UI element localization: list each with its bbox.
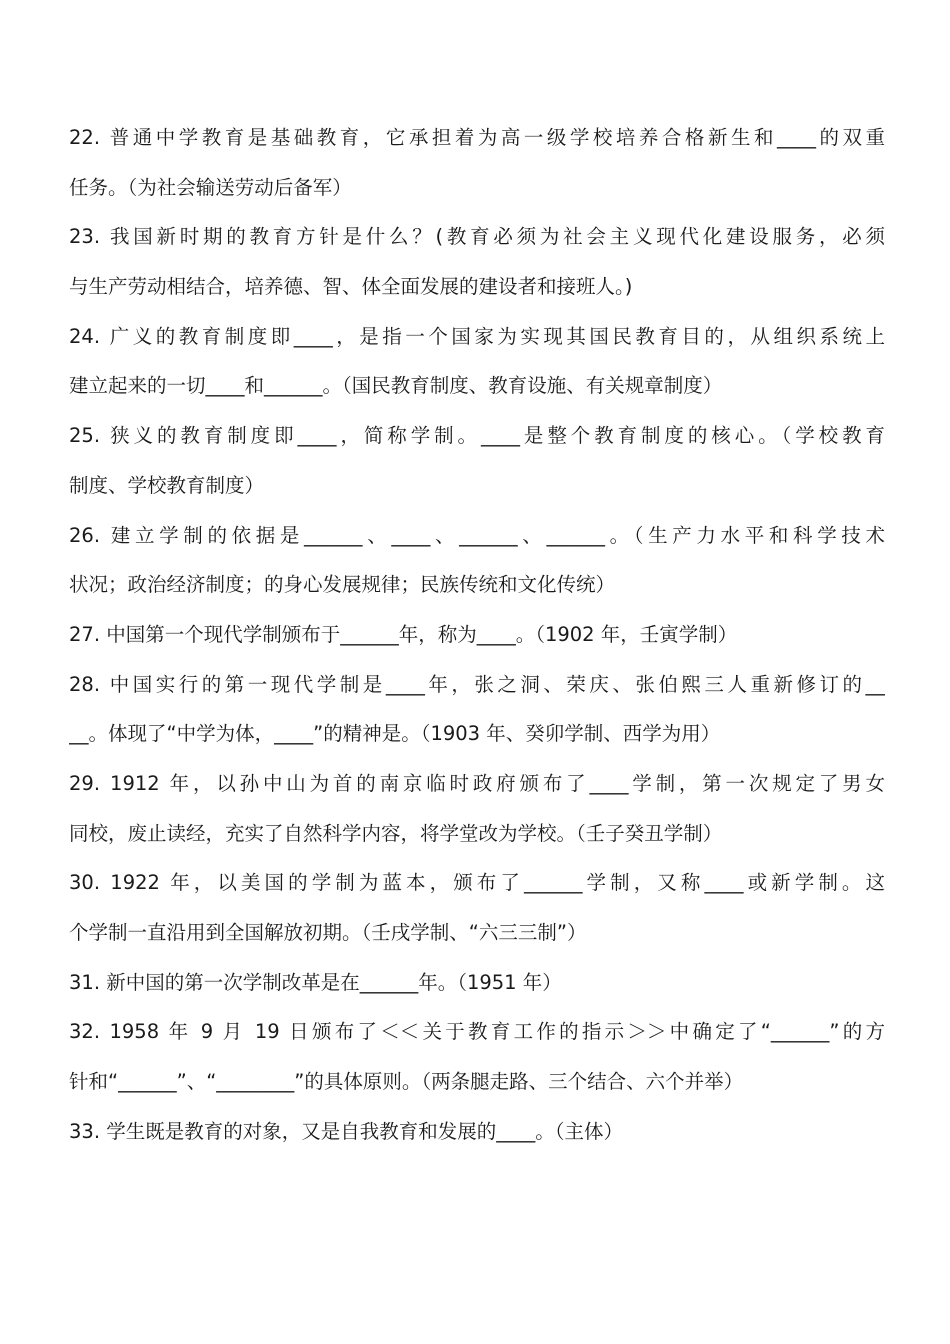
text-line: 25. 狭义的教育制度即____，简称学制。____是整个教育制度的核心。（学校教育 <box>69 424 885 448</box>
text-line: 30. 1922 年，以美国的学制为蓝本，颁布了______学制，又称____或新学制。这 <box>69 871 885 895</box>
text-line: 23. 我国新时期的教育方针是什么？(教育必须为社会主义现代化建设服务，必须 <box>69 225 885 249</box>
text-line: 与生产劳动相结合，培养德、智、体全面发展的建设者和接班人。) <box>69 275 633 299</box>
text-line: 状况；政治经济制度；的身心发展规律；民族传统和文化传统） <box>69 573 616 597</box>
question-list <box>69 116 885 1159</box>
text-line: 个学制一直沿用到全国解放初期。（壬戌学制、“六三三制”） <box>69 921 587 944</box>
text-line: 28. 中国实行的第一现代学制是____年，张之洞、荣庆、张伯熙三人重新修订的__ <box>69 672 885 696</box>
text-line: 32. 1958 年 9 月 19 日颁布了＜＜关于教育工作的指示＞＞中确定了“______”的方 <box>69 1020 885 1044</box>
text-line: 建立起来的一切____和______。（国民教育制度、教育设施、有关规章制度） <box>69 374 723 398</box>
text-line: 制度、学校教育制度） <box>69 473 265 497</box>
text-line: 24. 广义的教育制度即____，是指一个国家为实现其国民教育目的，从组织系统上 <box>69 324 885 348</box>
text-line: 31. 新中国的第一次学制改革是在______年。（1951 年） <box>69 970 562 994</box>
text-line: 26. 建立学制的依据是______、____、______、______。（生产力水平和科学技术 <box>69 523 885 547</box>
text-line: 29. 1912 年，以孙中山为首的南京临时政府颁布了____学制，第一次规定了男女 <box>69 771 885 795</box>
text-line: 任务。（为社会输送劳动后备军） <box>69 175 352 199</box>
text-line: 同校，废止读经，充实了自然科学内容，将学堂改为学校。（壬子癸丑学制） <box>69 821 723 845</box>
text-line: 27. 中国第一个现代学制颁布于______年，称为____。（1902 年，壬寅学制） <box>69 622 738 646</box>
text-line: 33. 学生既是教育的对象，又是自我教育和发展的____。（主体） <box>69 1119 623 1143</box>
text-line: __。体现了“中学为体，____”的精神是。（1903 年、癸卯学制、西学为用） <box>69 722 721 746</box>
text-line: 针和“______”、“________”的具体原则。（两条腿走路、三个结合、六个并举） <box>69 1070 744 1094</box>
text-line: 22. 普通中学教育是基础教育，它承担着为高一级学校培养合格新生和____的双重 <box>69 126 885 149</box>
